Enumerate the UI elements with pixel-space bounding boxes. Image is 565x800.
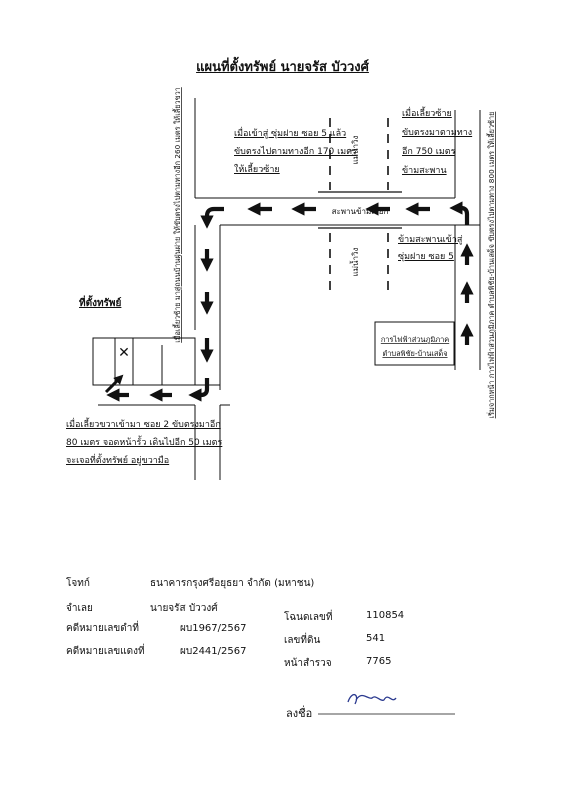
plaintiff-label: โจทก์ — [66, 578, 90, 589]
black-case-label: คดีหมายเลขดำที่ — [66, 623, 139, 634]
vertical-note-right: เริ่มจากหน้า การไฟฟ้าส่วนภูมิภาค ตำบลพิชัย-บ้านเสด็จ ขับตรงไปตามทาง 800 เมตร ให้เลี้ยวซ้าย — [487, 111, 496, 419]
note-top-right-line-1: เมื่อเลี้ยวซ้าย — [402, 109, 452, 119]
signature-image — [348, 695, 396, 704]
survey-value: 7765 — [366, 656, 392, 667]
note-top-left-line-2: ขับตรงไปตามทางอีก 170 เมตร — [234, 147, 357, 157]
note-bottom — [66, 421, 222, 466]
bridge-label: สะพานข้ามเลียก — [331, 207, 389, 216]
note-right-mid-line-1: ข้ามสะพานเข้าสู่ — [398, 235, 463, 245]
electric-office-line-2: ตำบลพิชัย-บ้านเสด็จ — [382, 349, 448, 358]
note-top-right-line-4: ข้ามสะพาน — [402, 166, 447, 176]
note-top-right — [402, 110, 472, 176]
black-case-value: ผบ1967/2567 — [180, 623, 247, 634]
property-lot — [93, 338, 195, 385]
sign-label: ลงชื่อ — [286, 707, 313, 720]
deed-label: โฉนดเลขที่ — [284, 612, 333, 623]
survey-label: หน้าสำรวจ — [284, 658, 332, 669]
property-mark: ✕ — [118, 345, 130, 361]
deed-value: 110854 — [366, 610, 405, 621]
note-top-left-line-3: ให้เลี้ยวซ้าย — [234, 165, 280, 175]
page-title: แผนที่ตั้งทรัพย์ นายจรัส บัววงศ์ — [196, 60, 369, 75]
land-no-value: 541 — [366, 633, 386, 644]
vertical-note-left: เมื่อเลี้ยวซ้าย มาสู่ถนนบ้านฝุ่นฝาย ให้ขับตรงไปตามทางอีก 260 เมตร ให้เลี้ยวขวา — [173, 87, 182, 343]
property-label: ที่ตั้งทรัพย์ — [79, 298, 122, 309]
note-right-mid — [398, 236, 462, 262]
note-bottom-line-2: 80 เมตร จอดหน้ารั้ว เดินไปอีก 50 เมตร — [66, 438, 223, 448]
note-top-left-line-1: เมื่อเข้าสู่ ซุ่มฝาย ซอย 5 แล้ว — [234, 129, 347, 139]
note-bottom-line-1: เมื่อเลี้ยวขวาเข้ามา ซอย 2 ขับตรงมาอีก — [66, 420, 221, 430]
defendant-label: จำเลย — [66, 603, 93, 614]
red-case-label: คดีหมายเลขแดงที่ — [66, 646, 145, 657]
river-label-bottom: แม่น้ำวิง — [351, 247, 360, 277]
arrow-corner-top-right — [456, 208, 467, 225]
electric-office-line-1: การไฟฟ้าส่วนภูมิภาค — [380, 335, 450, 344]
note-top-right-line-2: ขับตรงมาตามทาง — [402, 128, 473, 138]
red-case-value: ผบ2441/2567 — [180, 646, 247, 657]
note-top-right-line-3: อีก 750 เมตร — [402, 147, 456, 157]
note-top-left — [234, 130, 357, 175]
land-no-label: เลขที่ดิน — [284, 635, 321, 646]
arrow-corner-top-left — [207, 209, 224, 222]
defendant-value: นายจรัส บัววงศ์ — [150, 603, 218, 614]
arrow-corner-bottom — [195, 378, 207, 395]
plaintiff-value: ธนาคารกรุงศรีอยุธยา จำกัด (มหาชน) — [150, 578, 315, 589]
river-label-top: แม่น้ำวิง — [351, 135, 360, 165]
note-bottom-line-3: จะเจอที่ตั้งทรัพย์ อยู่ขวามือ — [66, 456, 170, 466]
note-right-mid-line-2: ซุ่มฝาย ซอย 5 — [398, 252, 454, 262]
